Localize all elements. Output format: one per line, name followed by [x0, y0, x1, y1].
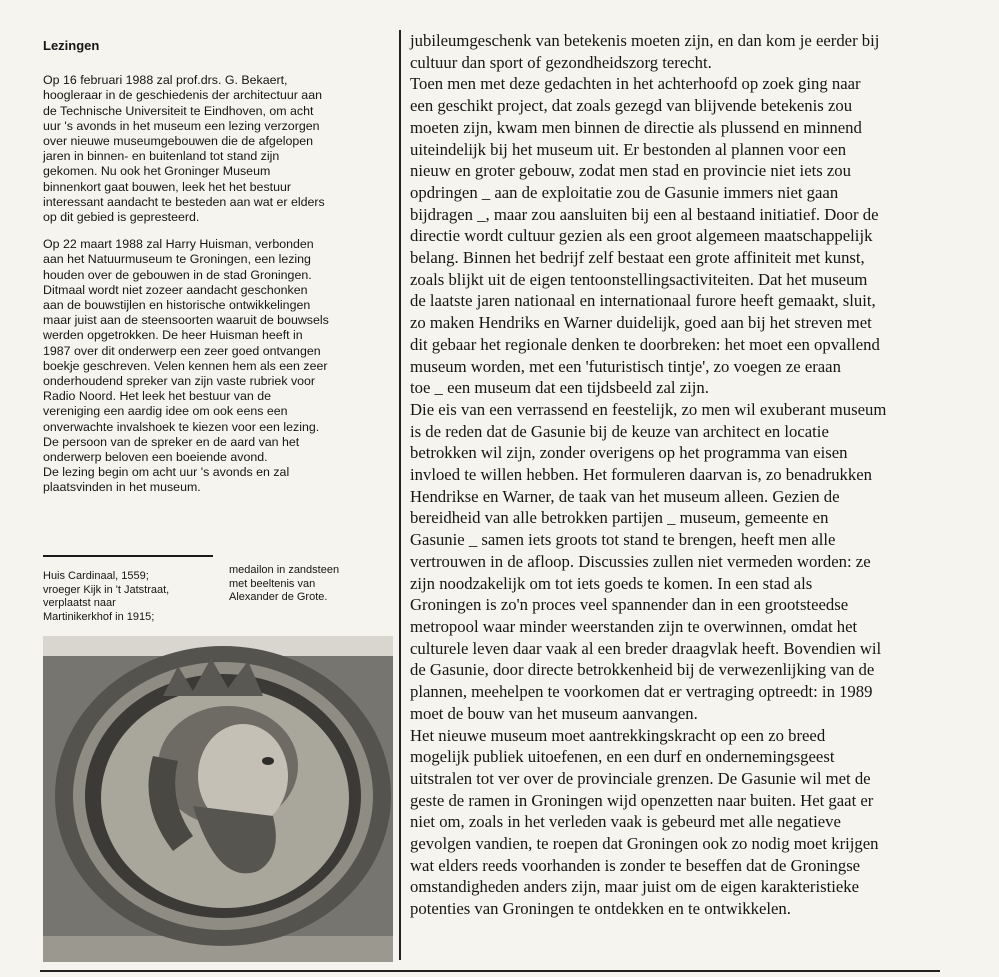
- article-paragraph-2: Toen men met deze gedachten in het achterhoofd op zoek ging naar een geschikt project, dat zoals gezegd van blijvende betekenis zou moeten zijn, kwam men binnen de directie als plussend en minnend uiteindelijk bij het museum uit. Er bestonden al plannen voor een nieuw en groter gebouw, zodat men stad en provincie niet iets zou opdringen _ aan de exploitatie zou de Gasunie immers niet gaan bijdragen _, maar zou aansluiten bij een al bestaand initiatief. Door de directie wordt cultuur gezien als een groot algemeen maatschappelijk belang. Binnen het bedrijf zelf bestaat een grote affiniteit met kunst, zoals blijkt uit de eigen tentoonstellingsactiviteiten. Dat het museum de laatste jaren nationaal en internationaal furore heeft gemaakt, sluit, zo maken Hendriks en Warner duidelijk, goed aan bij het streven met dit gebaar het regionale denken te doorbreken: het moet een opvallend museum worden, met een 'futuristisch tintje', zo voegen ze eraan toe _ een museum dat een tijdsbeeld zal zijn.: [410, 74, 880, 398]
- right-column: [410, 30, 990, 920]
- column-divider: [399, 30, 401, 960]
- article-paragraph-1: jubileumgeschenk van betekenis moeten zijn, en dan kom je eerder bij cultuur dan sport of gezondheidszorg terecht.: [410, 31, 880, 72]
- left-column: [43, 38, 373, 508]
- bottom-rule: [40, 970, 940, 972]
- article-paragraph-3: Die eis van een verrassend en feestelijk, zo men wil exuberant museum is de reden dat de Gasunie bij de keuze van architect en locatie betrokken wil zijn, zonder overigens op het programma van eisen invloed te willen hebben. Het formuleren daarvan is, zo benadrukken Hendrikse en Warner, de taak van het museum alleen. Gezien de bereidheid van alle betrokken partijen _ museum, gemeente en Gasunie _ samen iets groots tot stand te brengen, heeft men alle vertrouwen in de afloop. Discussies zullen niet vermeden worden: ze zijn noodzakelijk om tot iets goeds te komen. In een stad als Groningen is zo'n proces veel spannender dan in een grootsteedse metropool waar minder weerstanden zijn te overwinnen, omdat het culturele leven daar vaak al een breder draagvlak heeft. Bovendien wil de Gasunie, door directe betrokkenheid bij de verwezenlijking van de plannen, meehelpen te voorkomen dat er vertraging optreedt: in 1989 moet de bouw van het museum aanvangen.: [410, 399, 887, 723]
- lecture-paragraph-huisman: Op 22 maart 1988 zal Harry Huisman, verbonden aan het Natuurmuseum te Groningen, een lezing houden over de gebouwen in de stad Groningen. Ditmaal wordt niet zozeer aandacht geschonken aan de bouwstijlen en historische ontwikkelingen maar juist aan de steensoorten waaruit de bouwsels werden opgetrokken. De heer Huisman heeft in 1987 over dit onderwerp een zeer goed ontvangen boekje geschreven. Velen kennen hem als een zeer onderhoudend spreker van zijn vaste rubriek voor Radio Noord. Het leek het bestuur van de vereniging een aardig idee om ook eens een onverwachte invalshoek te kiezen voor een lezing. De persoon van de spreker en de aard van het onderwerp beloven een boeiende avond. De lezing begin om acht uur 's avonds en zal plaatsvinden in het museum.: [43, 237, 329, 495]
- caption-divider: [43, 555, 213, 557]
- lecture-paragraph-bekaert: Op 16 februari 1988 zal prof.drs. G. Bekaert, hoogleraar in de geschiedenis der architectuur aan de Technische Universiteit te Eindhoven, om acht uur 's avonds in het museum een lezing verzorgen over nieuwe museumgebouwen die de afgelopen jaren in binnen- en buitenland tot stand zijn gekomen. Nu ook het Groninger Museum binnenkort gaat bouwen, leek het het bestuur interessant aandacht te besteden aan wat er elders op dit gebied is gepresteerd.: [43, 73, 325, 225]
- section-heading: Lezingen: [43, 38, 100, 53]
- medallion-relief-image: [43, 636, 393, 962]
- article-paragraph-4: Het nieuwe museum moet aantrekkingskracht op een zo breed mogelijk publiek uitoefenen, en een durf en ondernemingsgeest uitstralen tot ver over de provinciale grenzen. De Gasunie wil met de geste de ramen in Groningen wijd openzetten naar buiten. Het gaat er niet om, zoals in het verleden vaak is gebeurd met alle negatieve gevolgen vandien, te roepen dat Groningen ook zo nodig moet krijgen wat elders reeds voorhanden is zonder te beseffen dat de Groningse omstandigheden anders zijn, maar juist om de eigen karakteristieke potenties van Groningen te ontdekken en te ontwikkelen.: [410, 725, 879, 919]
- caption-location: Huis Cardinaal, 1559; vroeger Kijk in 't Jatstraat, verplaatst naar Martinikerkhof in 1915;: [43, 570, 170, 623]
- medallion-photo: [43, 636, 393, 962]
- caption-description: medailon in zandsteen met beeltenis van Alexander de Grote.: [229, 564, 340, 603]
